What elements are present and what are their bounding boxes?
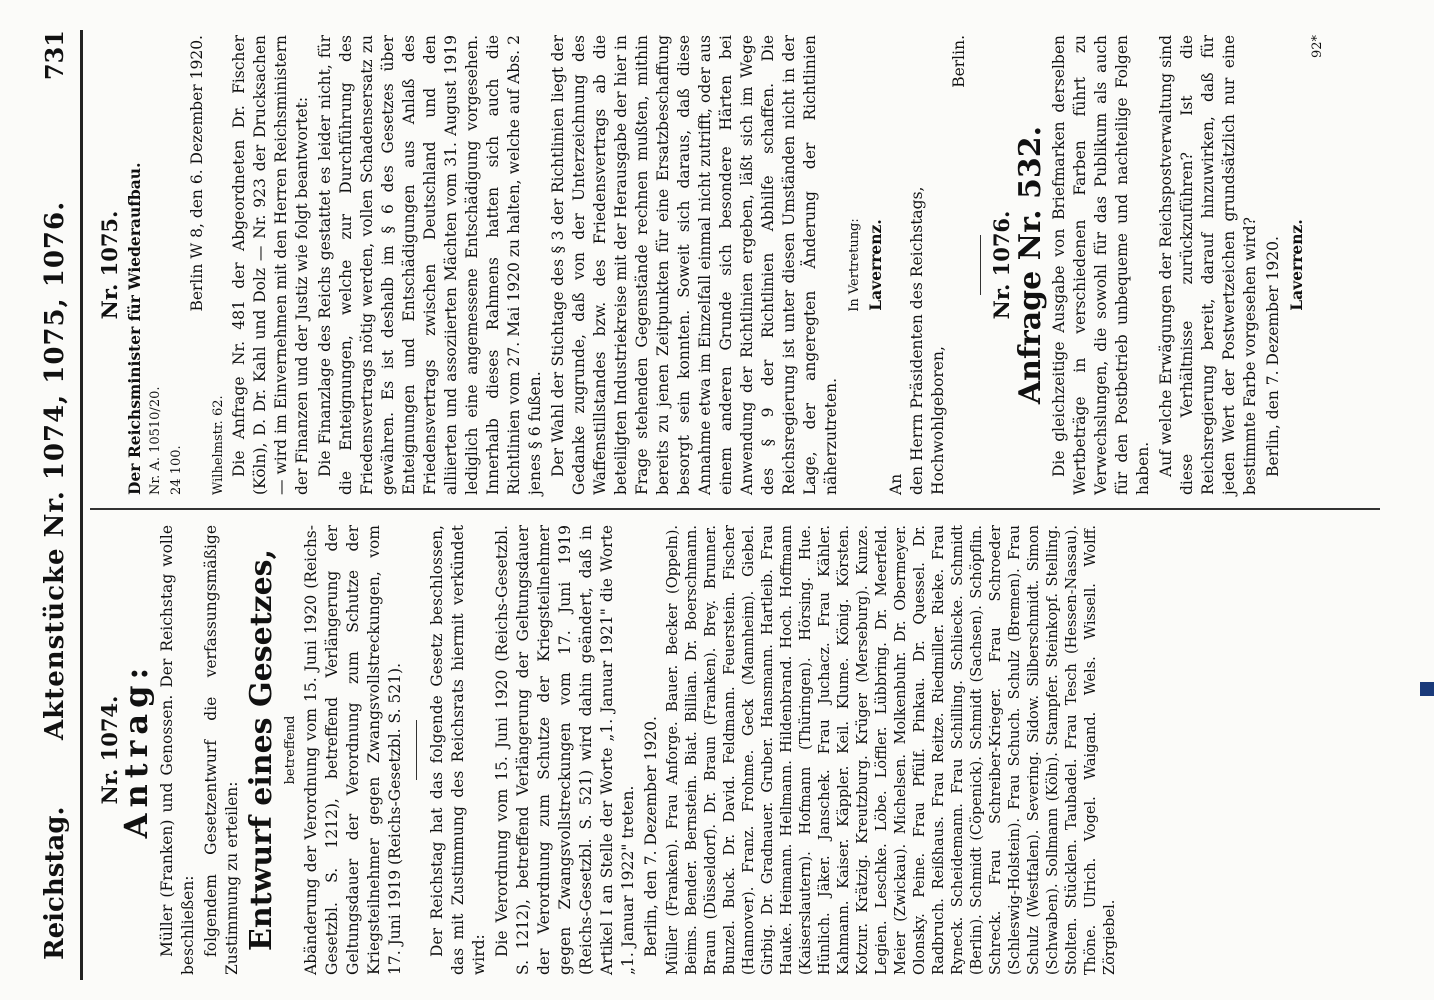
file-number: Nr. A. 10510/20. <box>148 386 163 495</box>
column-divider <box>90 508 1380 510</box>
left-column <box>95 525 1122 975</box>
separator-2 <box>980 235 981 295</box>
sender: Der Reichsminister für Wiederaufbau. <box>125 162 144 495</box>
antrag-title: Antrag: <box>117 661 155 839</box>
law-article: Die Verordnung vom 15. Juni 1920 (Reichs-Gesetzbl. S. 1212), betreffend Verlängerung der Geltungsdauer der Verordnung zum Schutze der Kriegsteilnehmer gegen Zwangsvollstreckungen vom 17. Juni 1919 (Reichs-Gesetzbl. S. 521) wird dahin geändert, daß in Artikel I an Stelle der Worte „1. Januar 1921" die Worte „1. Januar 1922" treten. <box>493 525 637 975</box>
header-center: Aktenstücke Nr. 1074, 1075, 1076. <box>40 200 70 740</box>
sender-address: Wilhelmstr. 62. <box>211 395 226 495</box>
law-title: Entwurf eines Gesetzes, <box>244 548 279 952</box>
answer-p2: Die Finanzlage des Reichs gestattet es leider nicht, für die Enteignungen, welche zur Durchführung des Friedensvertrags nötig werden, vollen Schadensersatz zu gewähren. Es ist deshalb im § 6 des Gesetzes über Enteignungen und Entschädigungen aus Anlaß des Friedensvertrags zwischen Deutschland und den alliierten und assoziierten Mächten vom 31. August 1919 lediglich eine angemessene Entschädigung vorgesehen. Innerhalb dieses Rahmens hatten sich auch die Richtlinien vom 27. Mai 1920 zu halten, welche auf Abs. 2 jenes § 6 fußen. <box>316 35 544 495</box>
question-p2: Auf welche Erwägungen der Reichspostverwaltung sind diese Verhältnisse zurückzuführen? Ist die Reichsregierung bereit, darauf hinzuwirken, daß für jeden Wert der Postwertzeichen grundsätzlich nur eine bestimmte Farbe vorgesehen wird? <box>1157 35 1259 495</box>
nr-1074: Nr. 1074. <box>97 695 122 805</box>
place-date: Berlin W 8, den 6. Dezember 1920. <box>188 35 206 312</box>
in-vertretung: In Vertretung: <box>847 218 862 312</box>
page-number: 731 <box>40 30 69 81</box>
antrag-date: Berlin, den 7. Dezember 1920. <box>642 716 660 957</box>
header-rule <box>80 30 83 980</box>
question-p1: Die gleichzeitige Ausgabe von Briefmarken derselben Wertbeträge in verschiedenen Farben führt zu Verwechslungen, die sowohl für das Publikum als auch für den Postbetrieb unbequeme und nachteilige Folgen haben. <box>1050 35 1152 495</box>
law-subject: Abänderung der Verordnung vom 15. Juni 1920 (Reichs-Gesetzbl. S. 1212), betreffend Verlängerung der Geltungsdauer der Verordnung zum Schutze der Kriegsteilnehmer gegen Zwangsvollstreckungen, vom 17. Juni 1919 (Reichs-Gesetzbl. S. 521). <box>302 525 404 975</box>
anfrage-532-title: Anfrage Nr. 532. <box>1013 125 1048 405</box>
separator <box>416 720 417 780</box>
addressee-president: den Herrn Präsidenten des Reichstags, <box>908 186 926 495</box>
signatories: Müller (Franken). Frau Anforge. Bauer. Becker (Oppeln). Beims. Bender. Bernstein. Biat. Billian. Dr. Boerschmann. Braun (Düsseldorf). Dr. Braun (Franken). Brey. Brunner. Bunzel. Buck. Dr. David. Feldmann. Feuerstein. Fischer (Hannover). Franz. Frohme. Geck (Mannheim). Giebel. Girbig. Dr. Gradnauer. Gruber. Hansmann. Hartleib. Frau Hauke. Heimann. Hellmann. Hildenbrand. Hoch. Hoffmann (Kaiserslautern). Hofmann (Thüringen). Hörsing. Hue. Hünlich. Jäker. Janschek. Frau Juchacz. Frau Kähler. Kahmann. Kaiser. Käppler. Keil. Klume. König. Körsten. Kotzur. Krätzig. Kreutzburg. Krüger (Merseburg). Kunze. Legien. Leschke. Löbe. Löffler. Lübbring. Dr. Meerfeld. Meier (Zwickau). Michelsen. Molkenbuhr. Dr. Obermeyer. Olonsky. Peine. Frau Pfülf. Pinkau. Dr. Quessel. Dr. Radbruch. Reißhaus. Frau Reitze. Riedmiller. Rieke. Frau Ryneck. Scheidemann. Frau Schilling. Schliecke. Schmidt (Berlin). Schmidt (Cöpenick). Schmidt (Sachsen). Schöpflin. Schreck. Frau Schreiber-Krieger. Frau Schroeder (Schleswig-Holstein). Frau Schuch. Schulz (Bremen). Frau Schulz (Westfalen). Severing. Sidow. Silberschmidt. Simon (Schwaben). Sollmann (Köln). Stampfer. Steinkopf. Stelling. Stolten. Stücklen. Taubadel. Frau Tesch (Hessen-Nassau). Thöne. Ulrich. Vogel. Waigand. Wels. Wissell. Wolff. Zörgiebel. <box>665 525 1118 975</box>
dfg-logo <box>1420 682 1434 696</box>
side-note <box>1412 20 1430 700</box>
antrag-intro: Müller (Franken) und Genossen. Der Reichstag wolle beschließen: <box>158 525 197 975</box>
nr-1075: Nr. 1075. <box>97 210 122 320</box>
nr-1076: Nr. 1076. <box>989 210 1014 320</box>
antrag-request: folgendem Gesetzentwurf die verfassungsmäßige Zustimmung zu erteilen: <box>202 525 241 975</box>
addressee-hochwohl: Hochwohlgeboren, <box>929 346 947 495</box>
page-header <box>40 30 80 980</box>
law-enact: Der Reichstag hat das folgende Gesetz beschlossen, das mit Zustimmung des Reichsrats hiermit verkündet wird: <box>428 525 488 975</box>
right-column <box>95 35 1328 495</box>
addressee-an: An <box>887 473 905 495</box>
question-date: Berlin, den 7. Dezember 1920. <box>1264 236 1282 477</box>
header-left: Reichstag. <box>40 806 70 960</box>
footer-mark: 92* <box>1310 35 1325 59</box>
signer-mueller: Laverrenz. <box>866 219 885 311</box>
file-number-2: 24 100. <box>169 445 184 495</box>
answer-p3: Der Wahl der Stichtage des § 3 der Richtlinien liegt der Gedanke zugrunde, daß von der Unterzeichnung des Waffenstillstandes bzw. des Friedensvertrags ab die beteiligten Industriekreise mit der Herausgabe der hier in Frage stehenden Gegenstände rechnen mußten, mithin bereits zu jenen Zeitpunkten für eine Ersatzbeschaffung besorgt sein konnten. Soweit sich daraus, daß diese Annahme etwa im Einzelfall einmal nicht zutrifft, oder aus einem anderen Grunde sich besondere Härten bei Anwendung der Richtlinien ergeben, läßt sich im Wege des § 9 der Richtlinien Abhilfe schaffen. Die Reichsregierung ist unter diesen Umständen nicht in der Lage, der angeregten Änderung der Richtlinien näherzutreten. <box>549 35 840 495</box>
answer-p1: Die Anfrage Nr. 481 der Abgeordneten Dr. Fischer (Köln), D. Dr. Kahl und Dolz — Nr. 923 der Drucksachen — wird im Einvernehmen mit den Herren Reichsministern der Finanzen und der Justiz wie folgt beantwortet: <box>230 35 311 495</box>
addressee-berlin: Berlin. <box>950 35 968 88</box>
law-betreffend: betreffend <box>283 715 298 785</box>
signer-laverrenz: Laverrenz. <box>1287 219 1306 311</box>
